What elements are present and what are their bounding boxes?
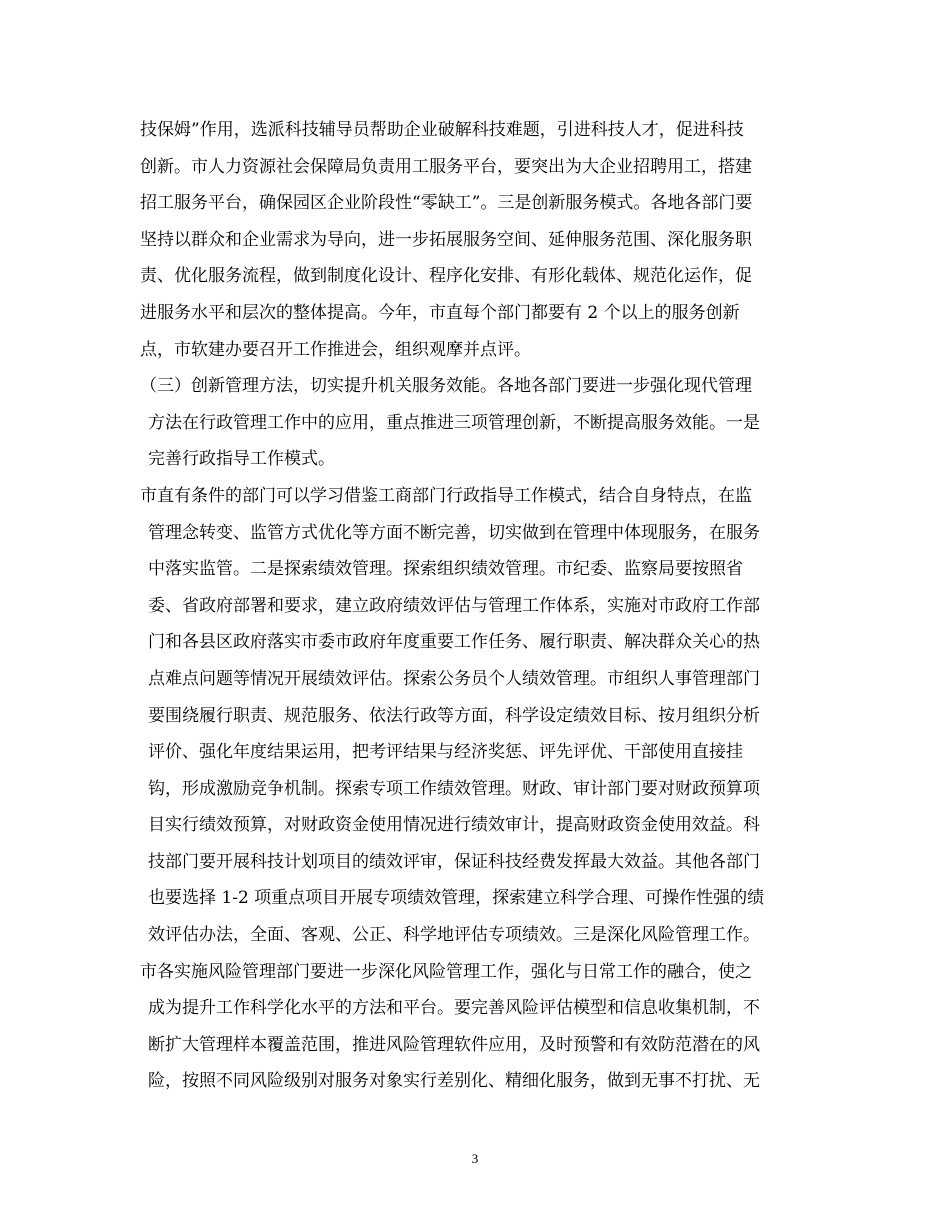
text-line: 也要选择 1-2 项重点项目开展专项绩效管理，探索建立科学合理、可操作性强的绩 <box>148 888 765 909</box>
text-line: 要围绕履行职责、规范服务、依法行政等方面，科学设定绩效目标、按月组织分析 <box>148 705 760 726</box>
text-line: 点难点问题等情况开展绩效评估。探索公务员个人绩效管理。市组织人事管理部门 <box>148 668 760 689</box>
body-text <box>140 112 820 1100</box>
text-line: 管理念转变、监管方式优化等方面不断完善，切实做到在管理中体现服务，在服务 <box>148 522 760 543</box>
text-line: 评价、强化年度结果运用，把考评结果与经济奖惩、评先评优、干部使用直接挂 <box>148 742 743 763</box>
text-line: 创新。市人力资源社会保障局负责用工服务平台，要突出为大企业招聘用工，搭建 <box>140 156 752 177</box>
text-line: 险，按照不同风险级别对服务对象实行差别化、精细化服务，做到无事不打扰、无 <box>148 1071 760 1092</box>
text-line: 市各实施风险管理部门要进一步深化风险管理工作，强化与日常工作的融合，使之 <box>140 961 752 982</box>
text-line: 方法在行政管理工作中的应用，重点推进三项管理创新，不断提高服务效能。一是 <box>148 412 760 433</box>
page-number: 3 <box>471 1151 479 1166</box>
text-line: 中落实监管。二是探索绩效管理。探索组织绩效管理。市纪委、监察局要按照省 <box>148 559 743 580</box>
text-line: （三）创新管理方法，切实提升机关服务效能。各地各部门要进一步强化现代管理 <box>140 376 752 397</box>
text-line: 断扩大管理样本覆盖范围，推进风险管理软件应用，及时预警和有效防范潜在的风 <box>148 1034 760 1055</box>
text-line: 进服务水平和层次的整体提高。今年，市直每个部门都要有 2 个以上的服务创新 <box>140 302 740 323</box>
text-line: 招工服务平台，确保园区企业阶段性“零缺工”。三是创新服务模式。各地各部门要 <box>140 193 753 214</box>
text-line: 委、省政府部署和要求，建立政府绩效评估与管理工作体系，实施对市政府工作部 <box>148 595 760 616</box>
text-line: 技保姆”作用，选派科技辅导员帮助企业破解科技难题，引进科技人才，促进科技 <box>140 120 744 140</box>
text-line: 门和各县区政府落实市委市政府年度重要工作任务、履行职责、解决群众关心的热 <box>148 632 760 653</box>
text-line: 责、优化服务流程，做到制度化设计、程序化安排、有形化载体、规范化运作，促 <box>140 266 752 287</box>
text-line: 点，市软建办要召开工作推进会，组织观摩并点评。 <box>140 339 531 360</box>
text-line: 技部门要开展科技计划项目的绩效评审，保证科技经费发挥最大效益。其他各部门 <box>148 851 760 872</box>
text-line: 完善行政指导工作模式。 <box>148 449 335 470</box>
text-line: 目实行绩效预算，对财政资金使用情况进行绩效审计，提高财政资金使用效益。科 <box>148 815 760 836</box>
text-line: 坚持以群众和企业需求为导向，进一步拓展服务空间、延伸服务范围、深化服务职 <box>140 229 752 250</box>
text-line: 市直有条件的部门可以学习借鉴工商部门行政指导工作模式，结合自身特点，在监 <box>140 485 752 506</box>
text-line: 钩，形成激励竞争机制。探索专项工作绩效管理。财政、审计部门要对财政预算项 <box>148 778 760 799</box>
text-line: 成为提升工作科学化水平的方法和平台。要完善风险评估模型和信息收集机制，不 <box>148 998 760 1019</box>
text-line: 效评估办法，全面、客观、公正、科学地评估专项绩效。三是深化风险管理工作。 <box>148 925 760 946</box>
